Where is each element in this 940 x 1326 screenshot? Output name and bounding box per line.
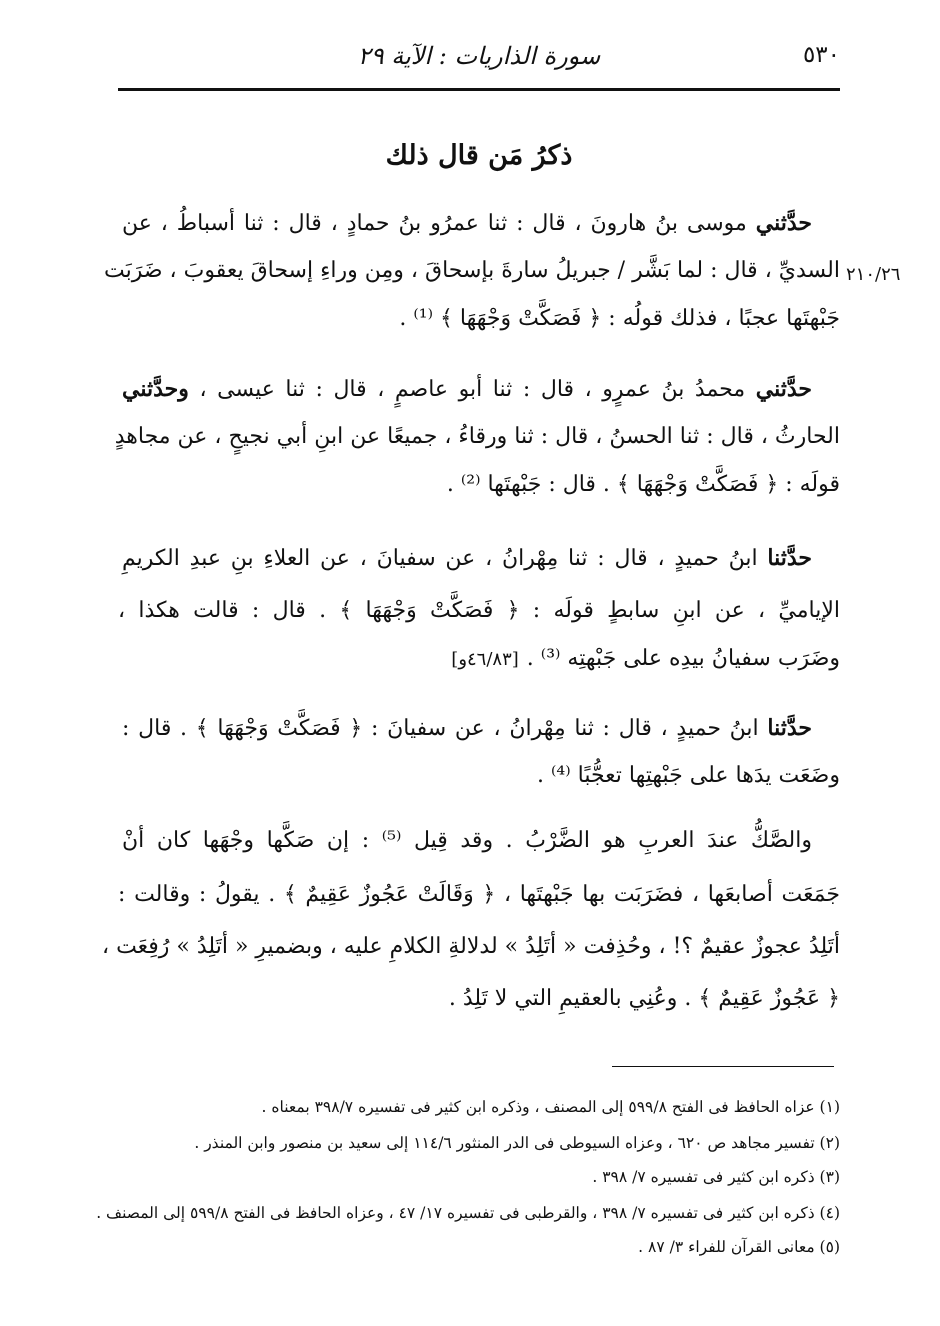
margin-reference: ٢١٠/٢٦ xyxy=(846,264,901,285)
paragraph-2-line-2: الحارثُ ، قال : ثنا الحسنُ ، قال : ثنا ورقاءُ ، جميعًا عن ابنِ أبي نجيحٍ ، عن مجاهدٍ xyxy=(114,424,840,449)
paragraph-5-line-4: ﴿ عَجُوزٌ عَقِيمٌ ﴾ . وعُنِي بالعقيمِ التي لا تَلِدُ . xyxy=(448,986,840,1011)
paragraph-2-line-3: قولَه : ﴿ فَصَكَّتْ وَجْهَهَا ﴾ . قال : جَبْهتَها ⁽²⁾ . xyxy=(446,472,840,497)
paragraph-3-line-1 xyxy=(122,545,812,571)
paragraph-4-line-1 xyxy=(122,715,812,741)
narration-opener: حدَّثني xyxy=(755,376,812,402)
section-title: ذكرُ مَن قال ذلك xyxy=(385,140,573,171)
paragraph-5-line-2: جَمَعَت أصابعَها ، فضَرَبَت بها جَبْهتَها ، ﴿ وَقَالَتْ عَجُوزٌ عَقِيمٌ ﴾ . يقولُ : وقالت : xyxy=(118,882,840,907)
narration-opener: وحدَّثني xyxy=(122,376,189,402)
paragraph-5-line-3: أتَلِدُ عجوزٌ عقيمٌ ؟! ، وحُذِفت « أتَلِدُ » لدلالةِ الكلامِ عليه ، وبضميرِ « أتَلِدُ » رُفِعَت ، xyxy=(101,934,840,959)
paragraph-4-line-2: وضَعَت يدَها على جَبْهتِها تعجُّبًا ⁽⁴⁾ . xyxy=(537,763,840,788)
running-title: سورة الذاريات : الآية ٢٩ xyxy=(357,42,601,70)
footnote-rule xyxy=(612,1066,834,1067)
paragraph-5-line-1: والصَّكُّ عندَ العربِ هو الضَّرْبُ . وقد قِيل ⁽⁵⁾ : إن صَكَّها وجْهَها كان أنْ xyxy=(122,828,812,853)
running-header xyxy=(118,38,840,82)
footnote-2: (٢) تفسير مجاهد ص ٦٢٠ ، وعزاه السيوطى فى الدر المنثور ١١٤/٦ إلى سعيد بن منصور وابن المنذر . xyxy=(194,1134,840,1152)
paragraph-1-line-3: جَبْهتَها عجبًا ، فذلك قولُه : ﴿ فَصَكَّتْ وَجْهَهَا ﴾ ⁽¹⁾ . xyxy=(399,306,840,331)
paragraph-3-line-2: الإياميِّ ، عن ابنِ سابطٍ قولَه : ﴿ فَصَكَّتْ وَجْهَهَا ﴾ . قال : قالت هكذا ، xyxy=(118,598,840,623)
text-span: موسى بنُ هارونَ ، قال : ثنا عمرُو بنُ حمادٍ ، قال : ثنا أسباطُ ، عن xyxy=(122,211,756,236)
narration-opener: حدَّثنا xyxy=(767,715,812,741)
text-span: وضَرَب سفيانُ بيدِه على جَبْهتِه ⁽³⁾ . xyxy=(526,646,840,671)
footnote-5: (٥) معانى القرآن للفراء ٣/ ٨٧ . xyxy=(638,1238,840,1256)
folio-reference: [٤٦/٨٣و] xyxy=(451,649,519,670)
paragraph-1-line-1 xyxy=(122,210,812,236)
footnote-1: (١) عزاه الحافظ فى الفتح ٥٩٩/٨ إلى المصنف ، وذكره ابن كثير فى تفسيره ٣٩٨/٧ بمعناه . xyxy=(261,1098,840,1116)
footnote-3: (٣) ذكره ابن كثير فى تفسيره ٧/ ٣٩٨ . xyxy=(592,1168,840,1186)
footnote-4: (٤) ذكره ابن كثير فى تفسيره ٧/ ٣٩٨ ، والقرطبى فى تفسيره ١٧/ ٤٧ ، وعزاه الحافظ فى الفتح ٥٩٩/٨ إلى المصنف . xyxy=(96,1204,840,1222)
narration-opener: حدَّثني xyxy=(755,210,812,236)
text-span: ابنُ حميدٍ ، قال : ثنا مِهْرانُ ، عن سفيانَ : ﴿ فَصَكَّتْ وَجْهَهَا ﴾ . قال : xyxy=(122,716,768,741)
text-span: ابنُ حميدٍ ، قال : ثنا مِهْرانُ ، عن سفيانَ ، عن العلاءِ بنِ عبدِ الكريمِ xyxy=(122,546,768,571)
text-span: محمدُ بنُ عمرٍو ، قال : ثنا أبو عاصمٍ ، قال : ثنا عيسى ، xyxy=(188,377,756,402)
paragraph-1-line-2: السديِّ ، قال : لما بَشَّر / جبريلُ سارةَ بإسحاقَ ، ومِن وراءِ إسحاقَ يعقوبَ ، ضَرَبَت xyxy=(104,258,840,283)
narration-opener: حدَّثنا xyxy=(767,545,812,571)
paragraph-2-line-1 xyxy=(122,376,812,402)
page-number: ٥٣٠ xyxy=(802,42,840,68)
paragraph-3-line-3 xyxy=(118,646,840,671)
header-rule xyxy=(118,88,840,91)
